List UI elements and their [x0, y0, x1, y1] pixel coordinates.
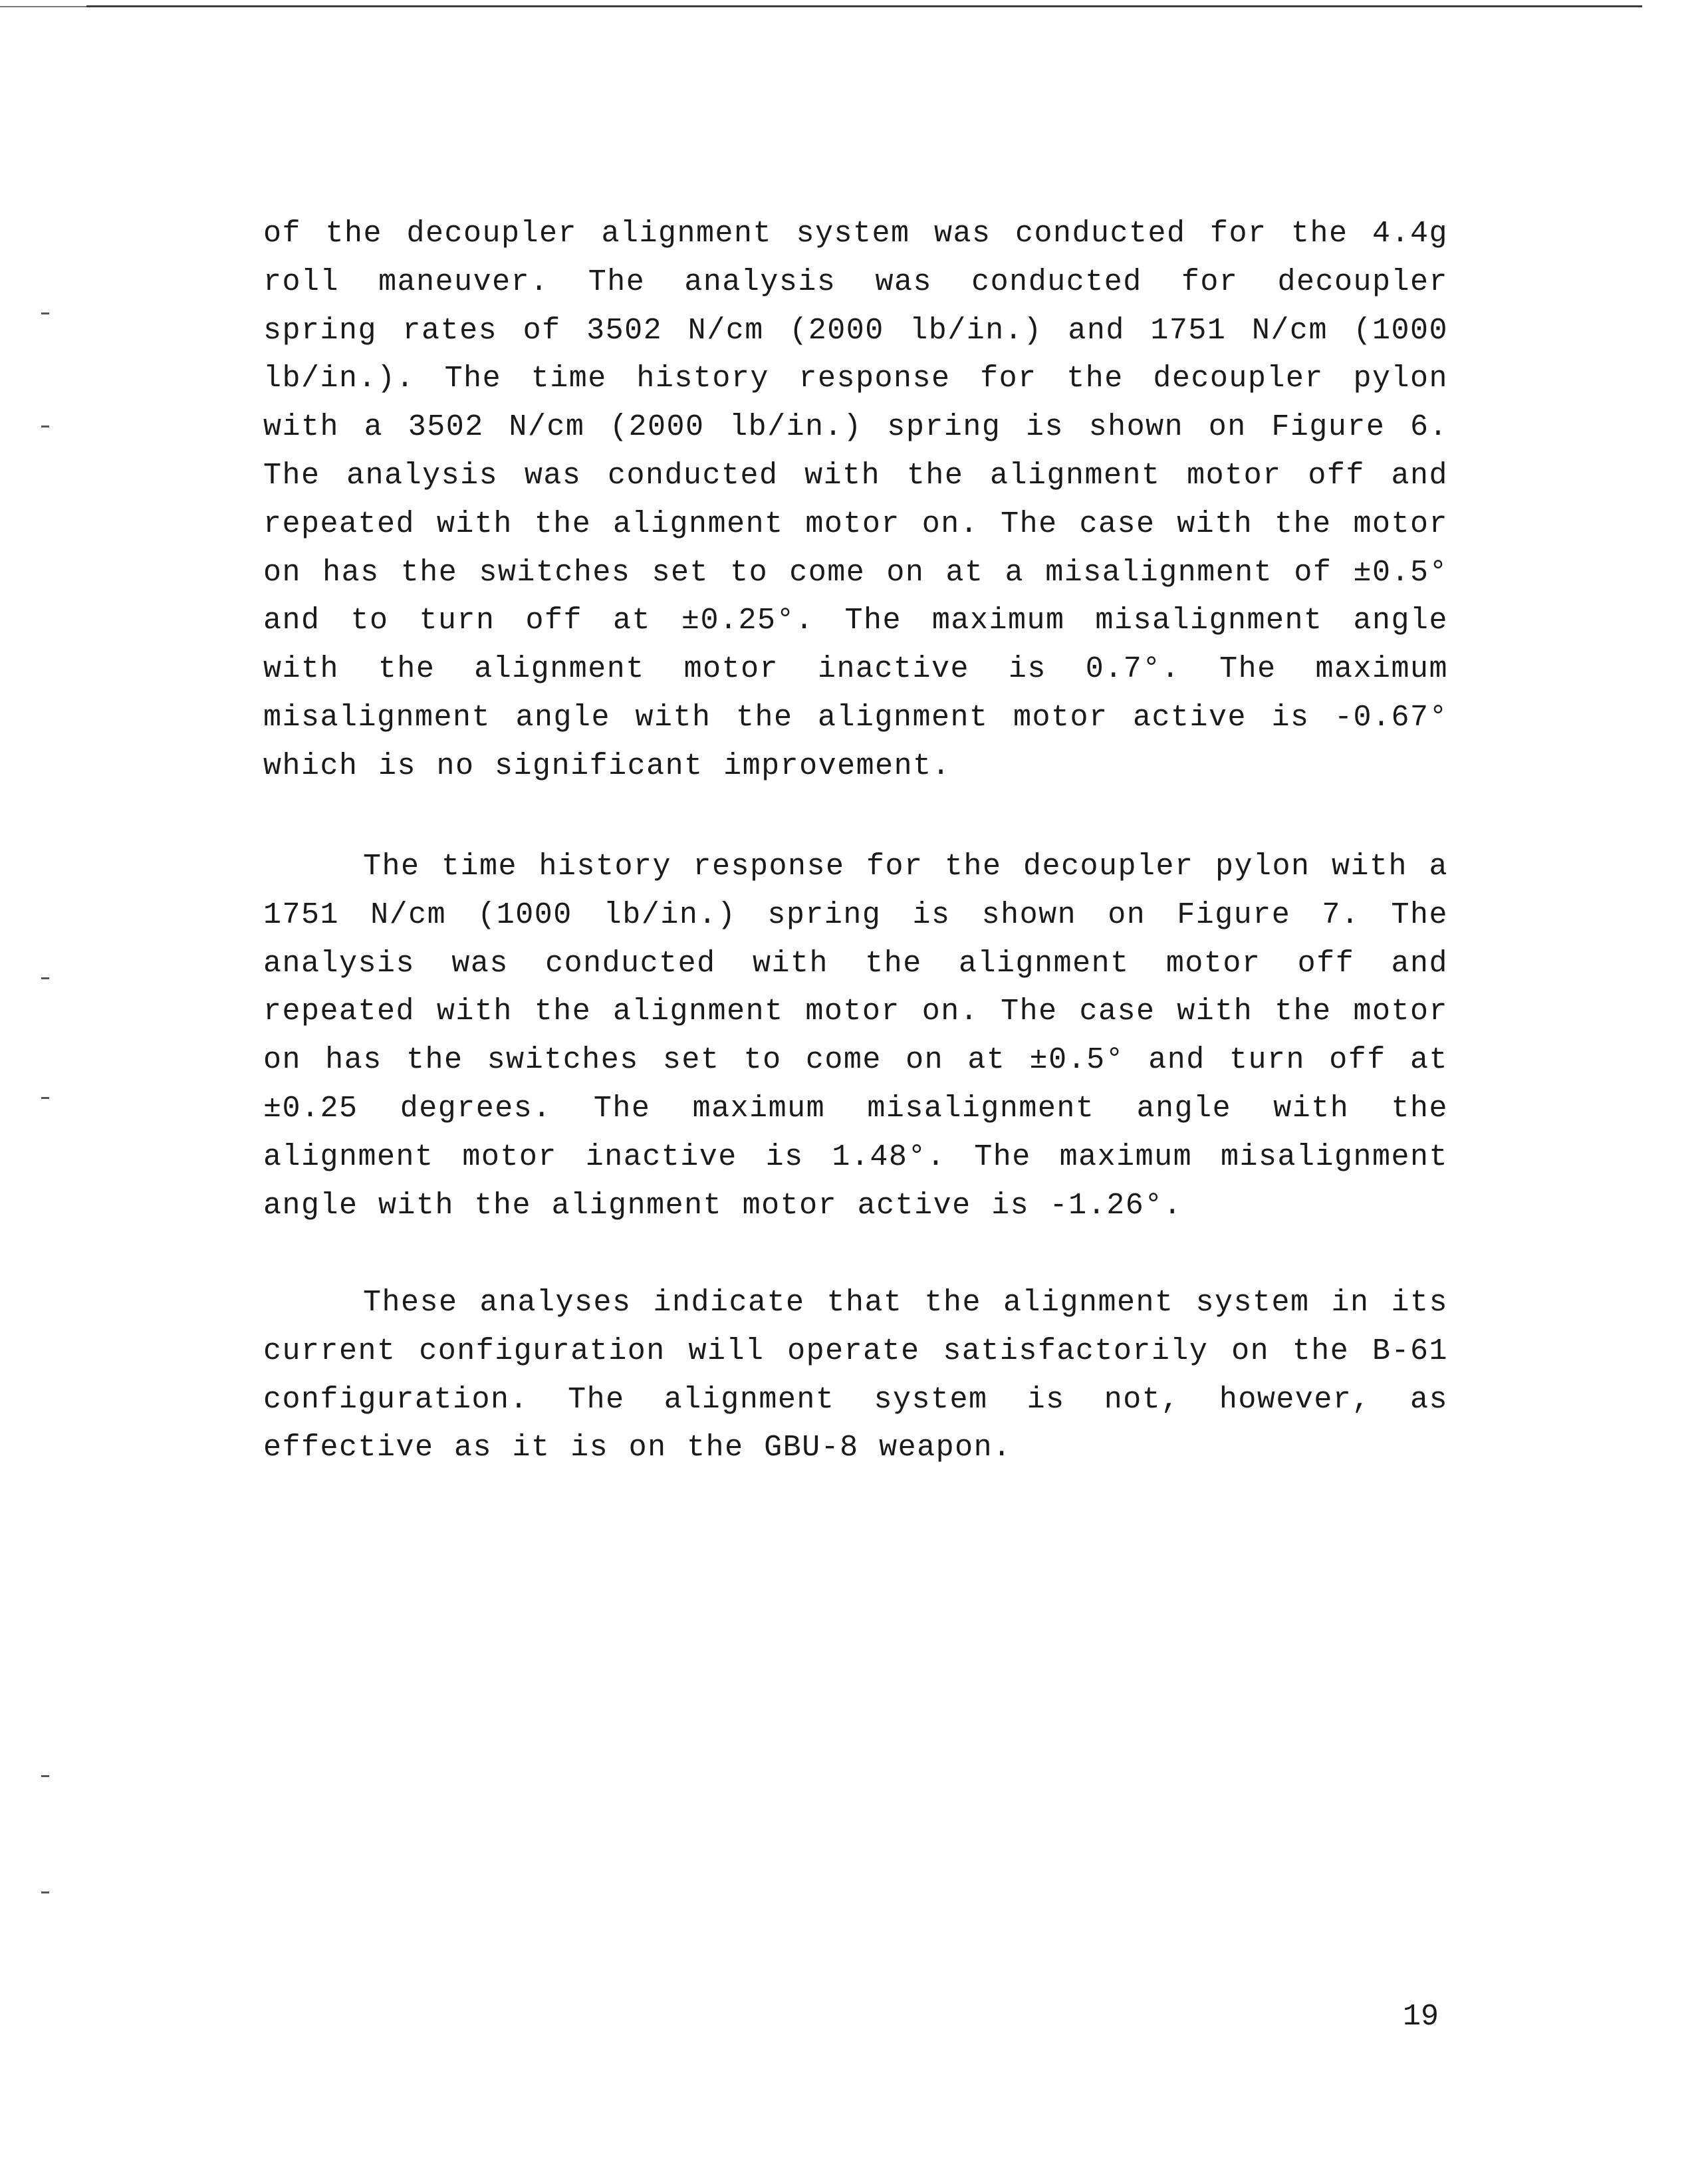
- margin-mark: [41, 425, 49, 427]
- paragraph-1: of the decoupler alignment system was conducted for the 4.4g roll maneuver. The analysis was conducted for decoupler spring rates of 3502 N/cm (2000 lb/in.) and 1751 N/cm (1000 lb/in.). The time history response for the decoupler pylon with a 3502 N/cm (2000 lb/in.) spring is shown on Figure 6. The analysis was conducted with the alignment motor off and repeated with the alignment motor on. The case with the motor on has the switches set to come on at a misalignment of ±0.5° and to turn off at ±0.25°. The maximum misalignment angle with the alignment motor inactive is 0.7°. The maximum misalignment angle with the alignment motor active is -0.67° which is no significant improvement.: [263, 217, 1448, 783]
- paragraph-3: These analyses indicate that the alignment system in its current configuration will operate satisfactorily on the B-61 configuration. The alignment system is not, however, as effective as it is on the GBU-8 weapon.: [263, 1286, 1448, 1465]
- margin-mark: [41, 1775, 49, 1777]
- margin-mark: [41, 1097, 49, 1099]
- margin-mark: [41, 977, 49, 979]
- top-rule: [86, 5, 1642, 7]
- margin-mark: [41, 312, 49, 314]
- page-number: 19: [1403, 2000, 1439, 2034]
- paragraph-2: The time history response for the decoupler pylon with a 1751 N/cm (1000 lb/in.) spring is shown on Figure 7. The analysis was conducted with the alignment motor off and repeated with the alignment motor on. The case with the motor on has the switches set to come on at ±0.5° and turn off at ±0.25 degrees. The maximum misalignment angle with the alignment motor inactive is 1.48°. The maximum misalignment angle with the alignment motor active is -1.26°.: [263, 850, 1448, 1223]
- margin-mark: [41, 1891, 49, 1893]
